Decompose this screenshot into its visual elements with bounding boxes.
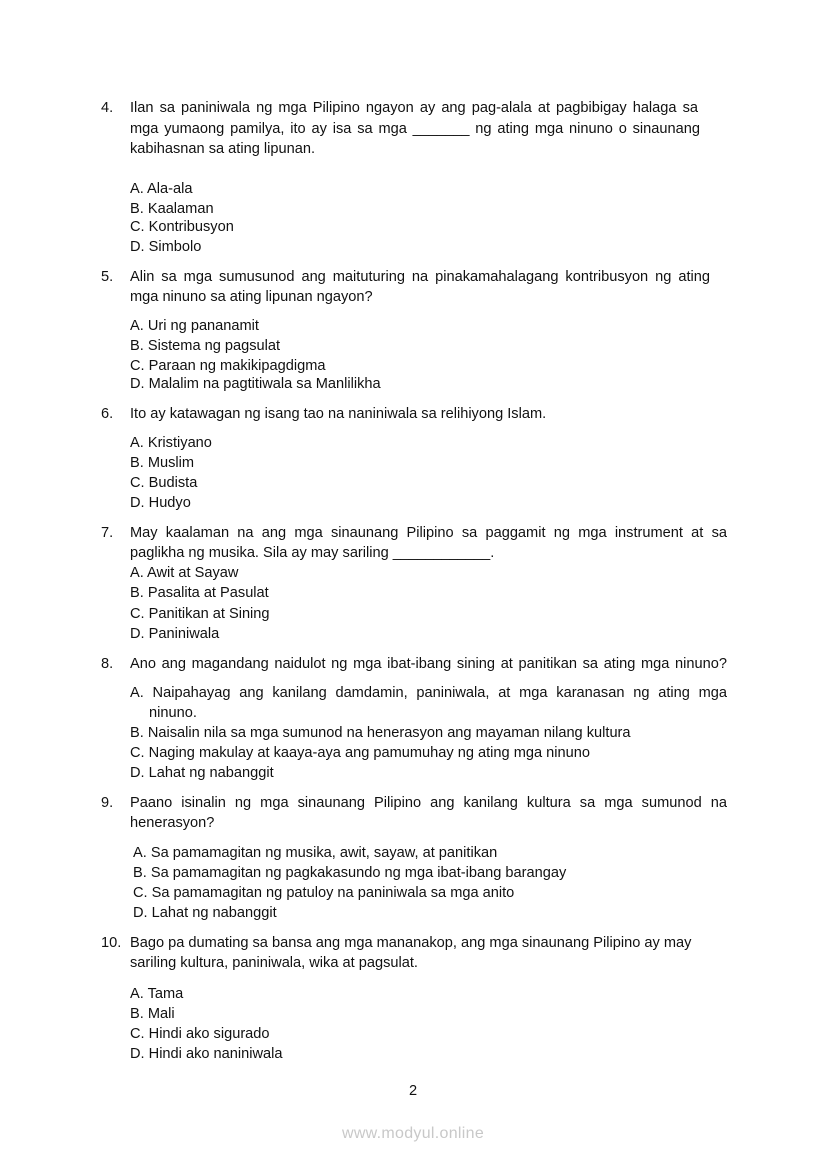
option-a[interactable]: A. Uri ng pananamit	[130, 318, 259, 334]
question-number: 10.	[101, 935, 122, 951]
option-b[interactable]: B. Naisalin nila sa mga sumunod na henerasyon ang mayaman nilang kultura	[130, 725, 631, 741]
option-c[interactable]: C. Budista	[130, 475, 198, 491]
option-b[interactable]: B. Mali	[130, 1006, 175, 1022]
option-d[interactable]: D. Paniniwala	[130, 626, 220, 642]
question-text: henerasyon?	[130, 815, 215, 831]
question-text: mga yumaong pamilya, ito ay isa sa mga _______ ng ating mga ninuno o sinaunang	[130, 121, 700, 137]
question-number: 4.	[101, 100, 114, 116]
option-c[interactable]: C. Naging makulay at kaaya-aya ang pamumuhay ng ating mga ninuno	[130, 745, 590, 761]
option-c[interactable]: C. Kontribusyon	[130, 219, 234, 235]
question-text: paglikha ng musika. Sila ay may sariling ____________.	[130, 545, 495, 561]
question-text: mga ninuno sa ating lipunan ngayon?	[130, 289, 373, 305]
option-d[interactable]: D. Lahat ng nabanggit	[130, 765, 274, 781]
question-text: Ilan sa paniniwala ng mga Pilipino ngayon ay ang pag-alala at pagbibigay halaga sa	[130, 100, 698, 116]
question-number: 9.	[101, 795, 114, 811]
question-text: Ito ay katawagan ng isang tao na naniniwala sa relihiyong Islam.	[130, 406, 547, 422]
question-number: 8.	[101, 656, 114, 672]
option-d[interactable]: D. Simbolo	[130, 239, 202, 255]
option-a[interactable]: A. Awit at Sayaw	[130, 565, 239, 581]
option-a[interactable]: A. Ala-ala	[130, 181, 193, 197]
option-d[interactable]: D. Hindi ako naniniwala	[130, 1046, 283, 1062]
option-b[interactable]: B. Sa pamamagitan ng pagkakasundo ng mga ibat-ibang barangay	[133, 865, 567, 881]
option-b[interactable]: B. Sistema ng pagsulat	[130, 338, 281, 354]
question-number: 5.	[101, 269, 114, 285]
option-a[interactable]: A. Kristiyano	[130, 435, 212, 451]
question-text: Ano ang magandang naidulot ng mga ibat-ibang sining at panitikan sa ating mga ninuno?	[130, 656, 727, 672]
watermark: www.modyul.online	[341, 1125, 485, 1142]
option-c[interactable]: C. Panitikan at Sining	[130, 606, 270, 622]
option-c[interactable]: C. Paraan ng makikipagdigma	[130, 358, 326, 374]
question-text: Bago pa dumating sa bansa ang mga mananakop, ang mga sinaunang Pilipino ay may	[130, 935, 692, 951]
question-text: kabihasnan sa ating lipunan.	[130, 141, 315, 157]
question-number: 6.	[101, 406, 114, 422]
option-d[interactable]: D. Hudyo	[130, 495, 191, 511]
option-b[interactable]: B. Kaalaman	[130, 201, 214, 217]
option-c[interactable]: C. Sa pamamagitan ng patuloy na paniniwala sa mga anito	[133, 885, 515, 901]
option-a[interactable]: A. Tama	[130, 986, 184, 1002]
option-b[interactable]: B. Muslim	[130, 455, 195, 471]
question-number: 7.	[101, 525, 114, 541]
option-a[interactable]: A. Naipahayag ang kanilang damdamin, paniniwala, at mga karanasan ng ating mga	[130, 685, 727, 701]
option-a-continued[interactable]: ninuno.	[149, 705, 197, 721]
option-c[interactable]: C. Hindi ako sigurado	[130, 1026, 270, 1042]
option-b[interactable]: B. Pasalita at Pasulat	[130, 585, 269, 601]
option-a[interactable]: A. Sa pamamagitan ng musika, awit, sayaw, at panitikan	[133, 845, 498, 861]
question-text: Alin sa mga sumusunod ang maituturing na pinakamahalagang kontribusyon ng ating	[130, 269, 710, 285]
page-number: 2	[408, 1083, 418, 1099]
option-d[interactable]: D. Lahat ng nabanggit	[133, 905, 277, 921]
option-d[interactable]: D. Malalim na pagtitiwala sa Manlilikha	[130, 376, 381, 392]
question-text: Paano isinalin ng mga sinaunang Pilipino ang kanilang kultura sa mga sumunod na	[130, 795, 727, 811]
question-text: sariling kultura, paniniwala, wika at pagsulat.	[130, 955, 418, 971]
question-text: May kaalaman na ang mga sinaunang Pilipino sa paggamit ng mga instrument at sa	[130, 525, 727, 541]
